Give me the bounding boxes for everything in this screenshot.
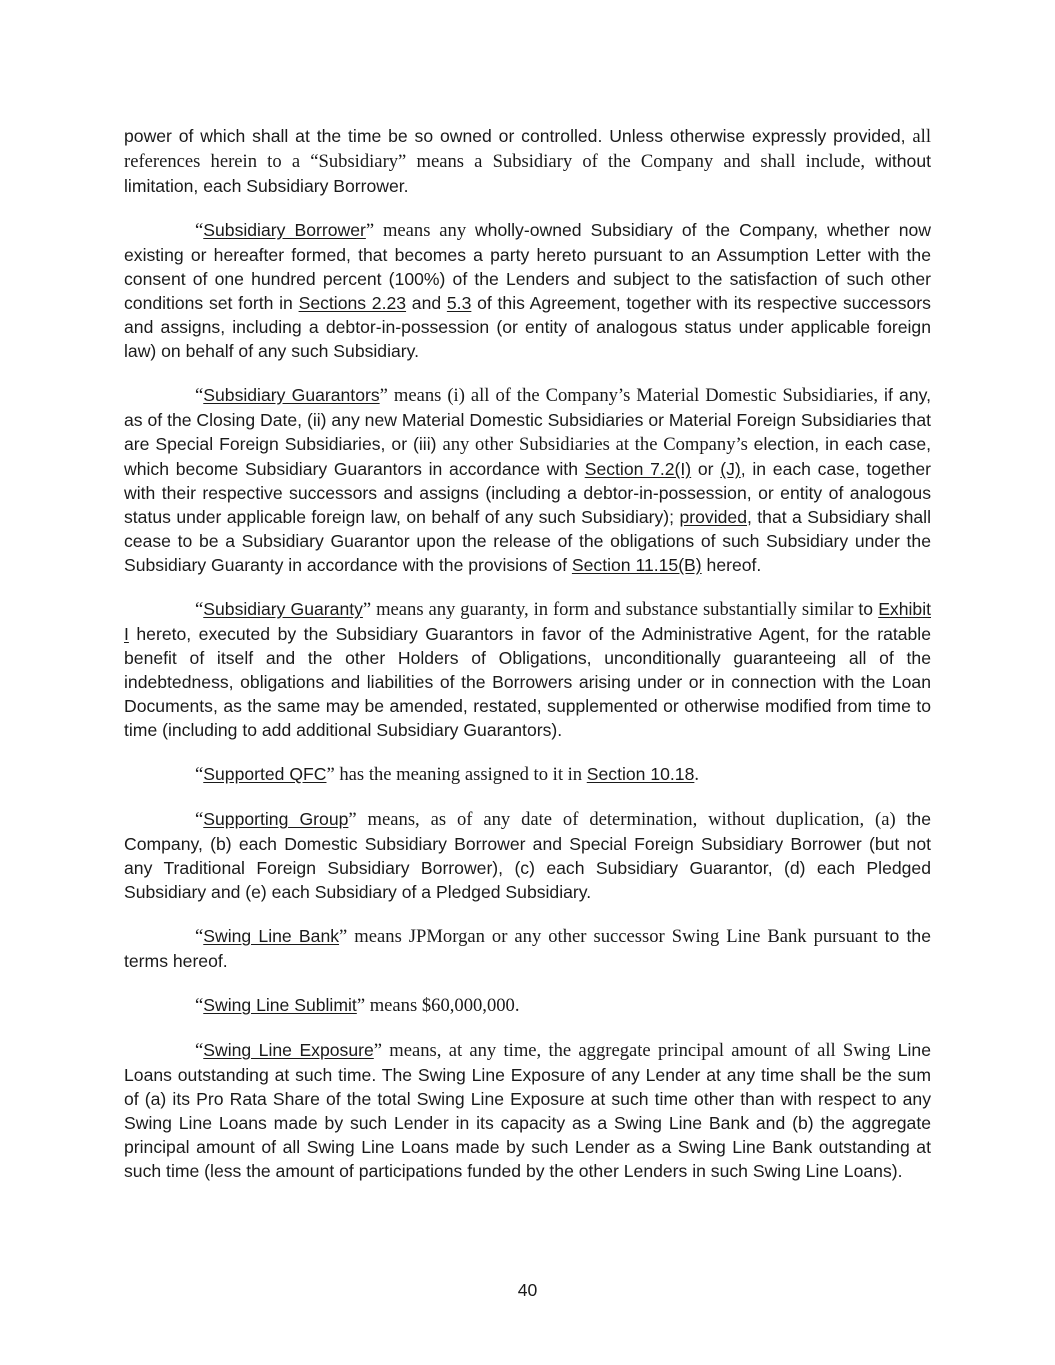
text-segment: , in each case, together with their respective successors and assigns (including a debtor-in-possession, or entity of analogous status under applicable foreign law, on behalf of any such Subsidiary); (124, 459, 931, 527)
text-segment: “ (195, 764, 204, 785)
text-segment: to the terms hereof. (124, 926, 931, 971)
underlined-term: Exhibit I (124, 599, 931, 644)
underlined-term: Subsidiary Borrower (203, 220, 366, 240)
underlined-term: Swing Line Bank (203, 926, 340, 946)
text-segment: the Company, (b) each Domestic Subsidiary Borrower and Special Foreign Subsidiary Borrower (but not any Traditional Foreign Subsidiary Borrower), (c) each Subsidiary Guarantor, (d) each Pledged Subsidiary and (e) each Subsidiary of a Pledged Subsidiary. (124, 809, 932, 902)
definition-subsidiary-guaranty (124, 597, 931, 742)
underlined-term: Supported QFC (203, 764, 327, 784)
definition-swing-line-sublimit (124, 993, 931, 1018)
text-segment: . (694, 764, 700, 785)
underlined-term: Section 11.15(B) (571, 555, 702, 575)
document-page (124, 124, 931, 1203)
underlined-term: (J) (720, 459, 741, 479)
text-segment: of this Agreement, together with its respective successors and assigns, including a debtor-in-possession (or entity of analogous status under applicable foreign law) on behalf of any such Subsidiary. (124, 293, 931, 361)
text-segment: ” means any (365, 220, 475, 241)
text-segment: ” has the meaning assigned to it in (326, 764, 587, 785)
text-segment: “ (195, 220, 204, 241)
paragraph-continuation (124, 124, 931, 198)
text-segment: all references herein to a “Subsidiary” means a Subsidiary of the Company and shall include, (124, 126, 931, 172)
text-segment: “ (195, 995, 204, 1016)
underlined-term: provided (679, 507, 747, 527)
text-segment: “ (195, 809, 204, 830)
text-segment: ” means, at any time, the aggregate principal amount of all Swing (373, 1040, 898, 1061)
text-segment: , that a Subsidiary shall cease to be a Subsidiary Guarantor upon the release of the obligations of such Subsidiary under the Subsidiary Guaranty in accordance with the provisions of (124, 507, 932, 575)
text-segment: and (406, 293, 447, 313)
page-number: 40 (517, 1280, 538, 1300)
text-segment: any other Subsidiaries at the Company’s (442, 434, 754, 455)
underlined-term: 5.3 (446, 293, 472, 313)
text-segment: “ (195, 1040, 204, 1061)
text-segment: “ (195, 385, 204, 406)
text-segment: “ (195, 926, 204, 947)
text-segment: without limitation, each Subsidiary Borrower. (124, 151, 931, 196)
text-segment: ” means (i) all of the Company’s Material Domestic Subsidiaries, (379, 385, 885, 406)
text-segment: hereof. (701, 555, 762, 575)
underlined-term: Section 10.18 (586, 764, 695, 784)
underlined-term: Swing Line Sublimit (203, 995, 357, 1015)
definition-supporting-group (124, 807, 931, 904)
text-segment: if any, as of the Closing Date, (ii) any new Material Domestic Subsidiaries or Material Foreign Subsidiaries that are Special Foreign Subsidiaries, or (iii) (124, 385, 931, 454)
text-segment: election, in each case, which become Subsidiary Guarantors in accordance with (124, 434, 932, 479)
text-segment: ” means JPMorgan or any other successor Swing Line Bank pursuant (339, 926, 885, 947)
definition-subsidiary-guarantors (124, 383, 931, 577)
underlined-term: Section 7.2(I) (584, 459, 692, 479)
text-segment: Line Loans outstanding at such time. The Swing Line Exposure of any Lender at any time shall be the sum of (a) its Pro Rata Share of the total Swing Line Exposure at such time other than with respect to any Swing Line Loans made by such Lender in its capacity as a Swing Line Bank and (b) the aggregate principal amount of all Swing Line Loans made by such Lender as a Swing Line Bank outstanding at such time (less the amount of participations funded by the other Lenders in such Swing Line Loans). (124, 1040, 931, 1181)
underlined-term: Subsidiary Guaranty (203, 599, 363, 619)
text-segment: to (858, 599, 879, 619)
underlined-term: Subsidiary Guarantors (203, 385, 380, 405)
text-segment: ” means any guaranty, in form and substance substantially similar (362, 599, 859, 620)
underlined-term: Swing Line Exposure (203, 1040, 374, 1060)
definition-subsidiary-borrower (124, 218, 931, 363)
definition-swing-line-exposure (124, 1038, 931, 1183)
text-segment: ” means, as of any date of determination, without duplication, (a) (348, 809, 907, 830)
text-segment: power of which shall at the time be so owned or controlled. Unless otherwise expressly provided, (124, 126, 913, 146)
underlined-term: Supporting Group (203, 809, 349, 829)
definition-swing-line-bank (124, 924, 931, 973)
text-segment: hereto, executed by the Subsidiary Guarantors in favor of the Administrative Agent, for the ratable benefit of itself and the other Holders of Obligations, unconditionally guaranteeing all of the indebtedness, obligations and liabilities of the Borrowers arising under or in connection with the Loan Documents, as the same may be amended, restated, supplemented or otherwise modified from time to time (including to add additional Subsidiary Guarantors). (124, 624, 931, 740)
text-segment: wholly-owned Subsidiary of the Company, whether now existing or hereafter formed, that becomes a party hereto pursuant to an Assumption Letter with the consent of one hundred percent (100%) of the Lenders and subject to the satisfaction of such other conditions set forth in (124, 220, 932, 313)
text-segment: or (691, 459, 721, 479)
text-segment: ” means $60,000,000. (356, 995, 520, 1016)
definition-supported-qfc (124, 762, 931, 787)
underlined-term: Sections 2.23 (298, 293, 407, 313)
text-segment: “ (195, 599, 204, 620)
